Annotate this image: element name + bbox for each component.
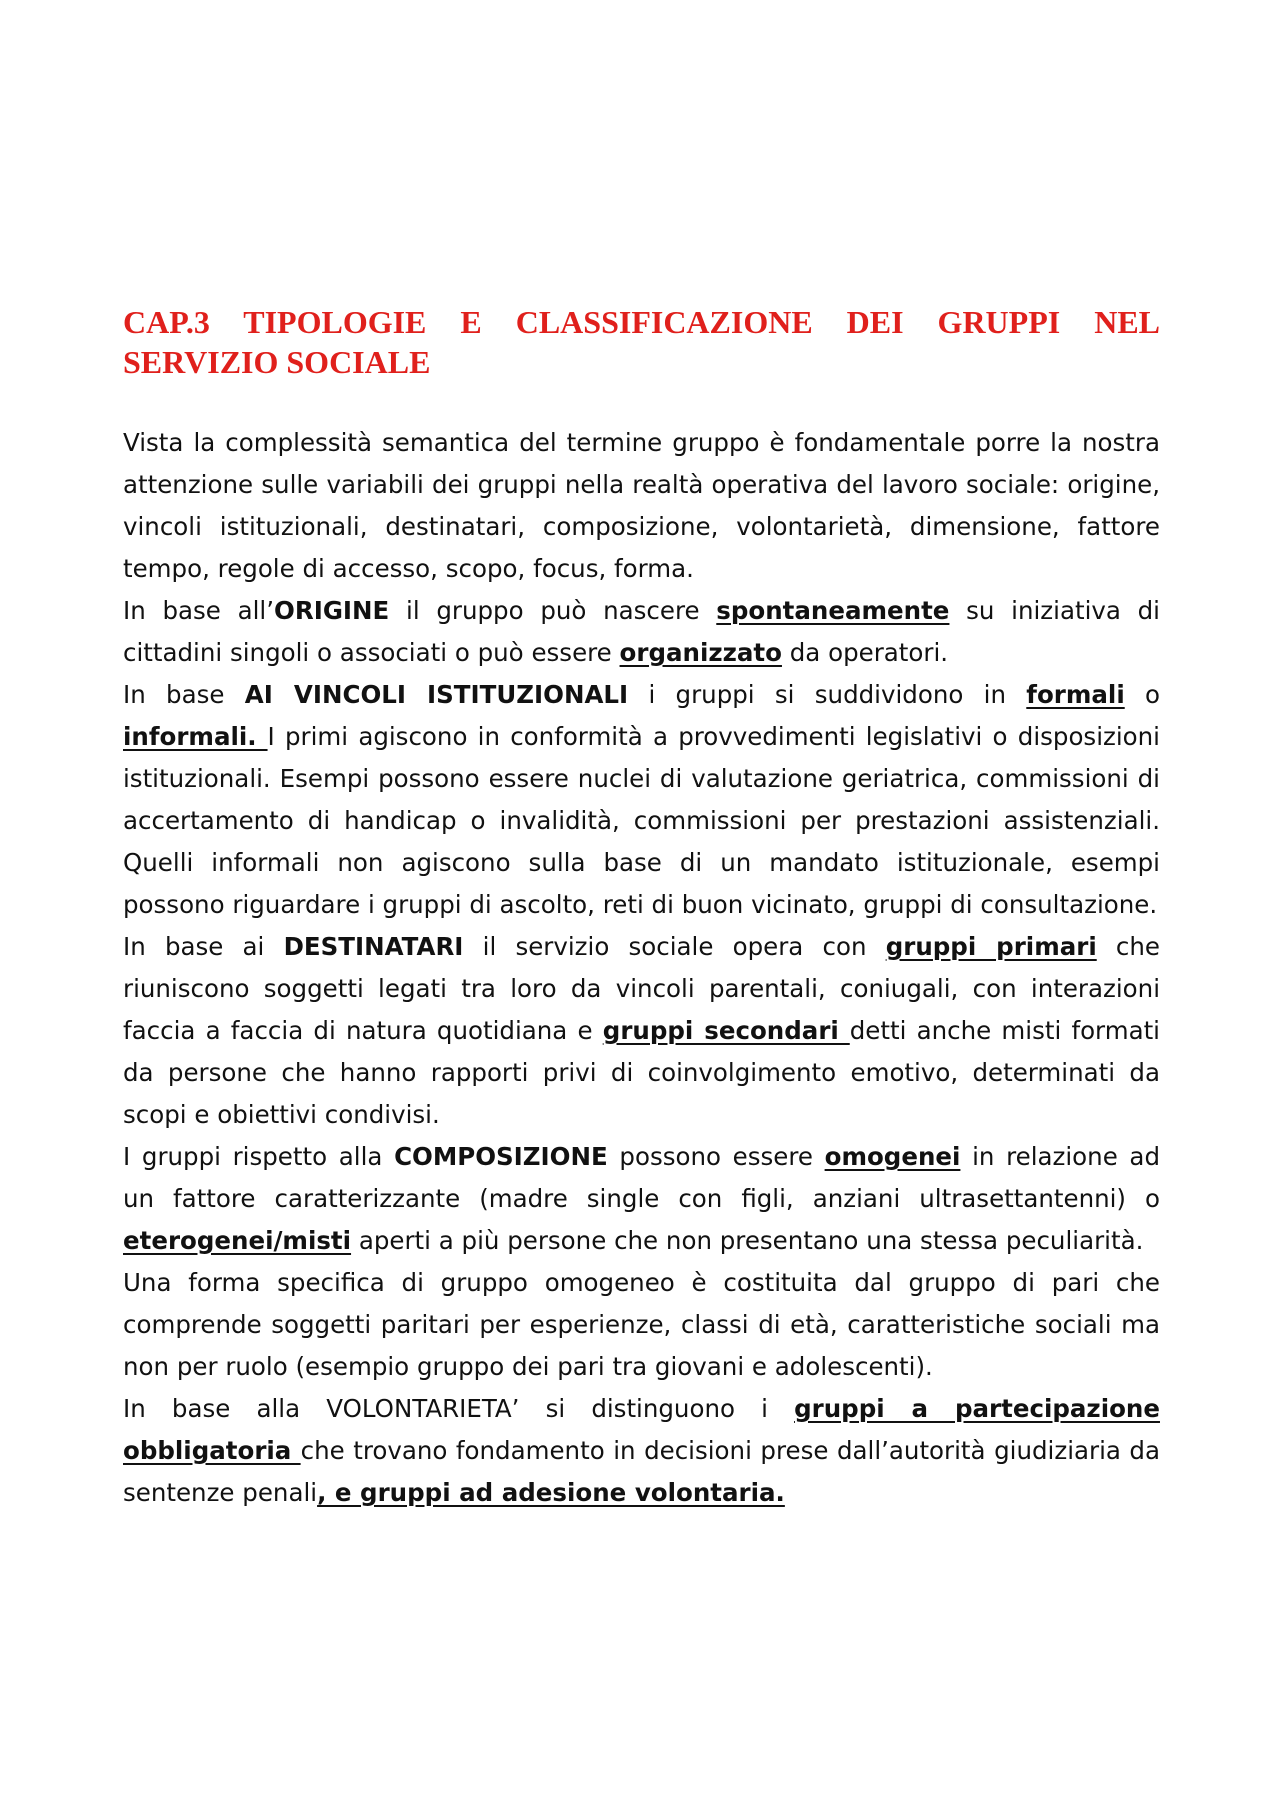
- text-run: I primi agiscono in conformità a provvedimenti legislativi o disposizioni istituzionali. Esempi possono essere nuclei di valutazione geriatrica, commissioni di accertamento di handicap o invalidità, commissioni per prestazioni assistenziali. Quelli informali non agiscono sulla base di un mandato istituzionale, esempi possono riguardare i gruppi di ascolto, reti di buon vicinato, gruppi di consultazione.: [123, 722, 1160, 919]
- text-run: I gruppi rispetto alla: [123, 1142, 395, 1171]
- text-run: In base: [123, 680, 245, 709]
- keyword-vincoli-istituzionali: AI VINCOLI ISTITUZIONALI: [244, 680, 629, 709]
- term-omogenei: omogenei: [824, 1142, 961, 1171]
- institutional-paragraph: [123, 674, 1160, 926]
- recipients-paragraph: [123, 926, 1160, 1136]
- text-run: che riuniscono soggetti legati tra loro da vincoli parentali, coniugali, con interazioni faccia a faccia di natura quotidiana e: [123, 932, 1160, 1045]
- text-run: In base ai: [123, 932, 284, 961]
- document-body: [123, 422, 1160, 1514]
- text-run: che trovano fondamento in decisioni prese dall’autorità giudiziaria da sentenze penali: [123, 1436, 1161, 1507]
- text-run: possono essere: [607, 1142, 825, 1171]
- text-run: i gruppi si suddividono in: [628, 680, 1027, 709]
- peer-group-paragraph: Una forma specifica di gruppo omogeneo è costituita dal gruppo di pari che comprende soggetti paritari per esperienze, classi di età, caratteristiche sociali ma non per ruolo (esempio gruppo dei pari tra giovani e adolescenti).: [123, 1268, 1160, 1381]
- text-run: aperti a più persone che non presentano una stessa peculiarità.: [351, 1226, 1144, 1255]
- keyword-destinatari: DESTINATARI: [283, 932, 464, 961]
- intro-paragraph: Vista la complessità semantica del termine gruppo è fondamentale porre la nostra attenzione sulle variabili dei gruppi nella realtà operativa del lavoro sociale: origine, vincoli istituzionali, destinatari, composizione, volontarietà, dimensione, fattore tempo, regole di accesso, scopo, focus, forma.: [123, 428, 1160, 583]
- origin-paragraph: [123, 590, 1160, 674]
- text-run: il servizio sociale opera con: [463, 932, 886, 961]
- term-formali: formali: [1026, 680, 1125, 709]
- voluntariness-paragraph: [123, 1388, 1160, 1514]
- composition-paragraph: [123, 1136, 1160, 1262]
- chapter-title: CAP.3 TIPOLOGIE E CLASSIFICAZIONE DEI GRUPPI NEL SERVIZIO SOCIALE: [123, 304, 1160, 380]
- term-organizzato: organizzato: [619, 638, 782, 667]
- text-run: il gruppo può nascere: [389, 596, 717, 625]
- term-gruppi-primari: gruppi primari: [885, 932, 1097, 961]
- term-gruppi-secondari: gruppi secondari: [602, 1016, 850, 1045]
- document-page: [123, 302, 1160, 1514]
- text-run: o: [1124, 680, 1161, 709]
- text-run: da operatori.: [781, 638, 949, 667]
- text-run: In base all’: [123, 596, 275, 625]
- text-run: su iniziativa di cittadini singoli o associati o può essere: [123, 596, 1160, 667]
- text-run: detti anche misti formati da persone che hanno rapporti privi di coinvolgimento emotivo, determinati da scopi e obiettivi condivisi.: [123, 1016, 1160, 1129]
- text-run: in relazione ad un fattore caratterizzante (madre single con figli, anziani ultrasettantenni) o: [123, 1142, 1160, 1213]
- keyword-composizione: COMPOSIZIONE: [394, 1142, 608, 1171]
- keyword-origine: ORIGINE: [274, 596, 390, 625]
- text-run: In base alla VOLONTARIETA’ si distinguono i: [123, 1394, 795, 1423]
- term-partecipazione-obbligatoria: gruppi a partecipazione obbligatoria: [123, 1394, 1160, 1465]
- term-eterogenei-misti: eterogenei/misti: [123, 1226, 352, 1255]
- term-adesione-volontaria: , e gruppi ad adesione volontaria.: [317, 1478, 785, 1507]
- term-spontaneamente: spontaneamente: [716, 596, 950, 625]
- term-informali: informali.: [123, 722, 268, 751]
